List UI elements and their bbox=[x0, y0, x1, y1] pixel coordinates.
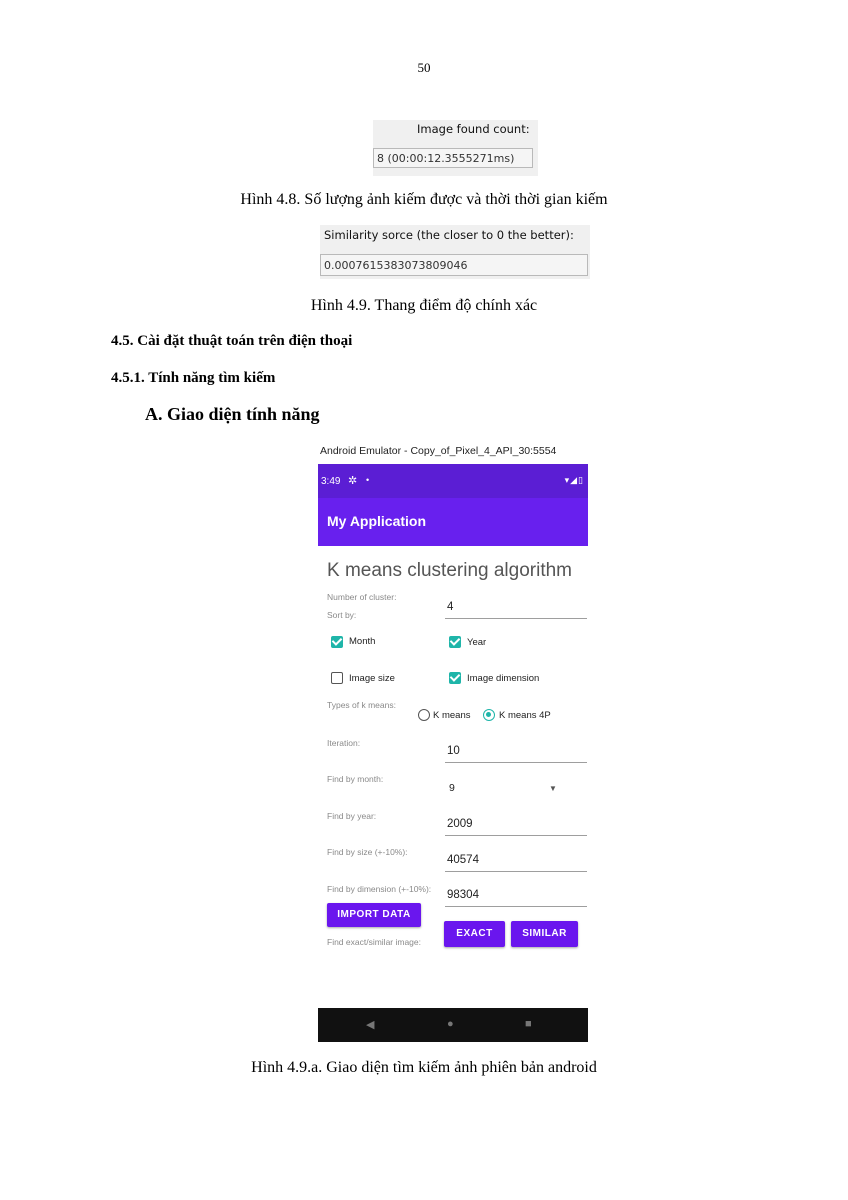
algorithm-heading: K means clustering algorithm bbox=[327, 560, 572, 581]
find-by-dimension-input[interactable]: 98304 bbox=[447, 889, 479, 901]
similarity-score-panel bbox=[320, 225, 590, 279]
find-exact-similar-label: Find exact/similar image: bbox=[327, 937, 422, 947]
image-found-count-label: Image found count: bbox=[417, 122, 530, 136]
import-data-button[interactable]: IMPORT DATA bbox=[327, 903, 421, 927]
find-by-month-label: Find by month: bbox=[327, 774, 384, 784]
find-by-year-label: Find by year: bbox=[327, 811, 377, 821]
sort-by-label: Sort by: bbox=[327, 610, 357, 620]
kmeans-4p-radio[interactable] bbox=[483, 709, 495, 721]
notification-dot-icon: • bbox=[366, 475, 370, 485]
kmeans-radio[interactable] bbox=[418, 709, 430, 721]
emulator-window-title: Android Emulator - Copy_of_Pixel_4_API_30:5554 bbox=[320, 445, 557, 457]
app-title: My Application bbox=[327, 513, 427, 529]
image-size-checkbox[interactable] bbox=[331, 672, 343, 684]
status-bar bbox=[318, 464, 588, 498]
kmeans-4p-radio-label: K means 4P bbox=[499, 710, 551, 721]
month-checkbox-label: Month bbox=[349, 636, 376, 647]
app-bar bbox=[318, 498, 588, 546]
status-time: 3:49 bbox=[321, 476, 341, 487]
iteration-input[interactable]: 10 bbox=[447, 745, 460, 757]
navigation-bar bbox=[318, 1008, 588, 1042]
year-checkbox[interactable] bbox=[449, 636, 461, 648]
home-icon[interactable]: ● bbox=[447, 1018, 454, 1030]
types-of-kmeans-label: Types of k means: bbox=[327, 700, 396, 710]
image-dimension-checkbox-label: Image dimension bbox=[467, 673, 540, 684]
iteration-label: Iteration: bbox=[327, 738, 361, 748]
gear-icon: ✲ bbox=[348, 475, 358, 487]
image-found-count-panel bbox=[373, 120, 538, 176]
find-by-month-select[interactable]: 9 bbox=[449, 782, 455, 794]
exact-button[interactable]: EXACT bbox=[444, 921, 505, 947]
similarity-score-field[interactable]: 0.0007615383073809046 bbox=[320, 254, 588, 276]
similar-button[interactable]: SIMILAR bbox=[511, 921, 578, 947]
android-emulator-window bbox=[318, 442, 590, 1044]
find-by-size-underline bbox=[445, 871, 587, 872]
app-content bbox=[318, 546, 588, 1008]
iteration-underline bbox=[445, 762, 587, 763]
heading-4-5-1: 4.5.1. Tính năng tìm kiếm bbox=[111, 370, 276, 386]
image-size-checkbox-label: Image size bbox=[349, 673, 395, 684]
find-by-size-label: Find by size (+-10%): bbox=[327, 847, 408, 857]
number-of-cluster-label: Number of cluster: bbox=[327, 592, 397, 602]
find-by-dimension-underline bbox=[445, 906, 587, 907]
figure-4-9-a-caption: Hình 4.9.a. Giao diện tìm kiếm ảnh phiên bản android bbox=[251, 1059, 597, 1076]
back-icon[interactable]: ◀ bbox=[366, 1019, 375, 1031]
figure-4-8-caption: Hình 4.8. Số lượng ảnh kiếm được và thời thời gian kiếm bbox=[240, 191, 608, 208]
number-of-cluster-input[interactable]: 4 bbox=[447, 601, 454, 613]
signal-battery-icon: ▾◢▯ bbox=[564, 475, 584, 485]
month-checkbox[interactable] bbox=[331, 636, 343, 648]
find-by-year-input[interactable]: 2009 bbox=[447, 818, 473, 830]
chevron-down-icon[interactable]: ▼ bbox=[549, 784, 557, 793]
image-dimension-checkbox[interactable] bbox=[449, 672, 461, 684]
heading-a: A. Giao diện tính năng bbox=[145, 404, 320, 424]
kmeans-radio-label: K means bbox=[433, 710, 471, 721]
find-by-size-input[interactable]: 40574 bbox=[447, 854, 479, 866]
figure-4-9-caption: Hình 4.9. Thang điểm độ chính xác bbox=[310, 297, 538, 314]
similarity-score-label: Similarity sorce (the closer to 0 the better): bbox=[324, 228, 574, 242]
image-found-count-field[interactable]: 8 (00:00:12.3555271ms) bbox=[373, 148, 533, 168]
find-by-year-underline bbox=[445, 835, 587, 836]
recents-icon[interactable]: ■ bbox=[525, 1018, 532, 1030]
number-of-cluster-underline bbox=[445, 618, 587, 619]
page-number: 50 bbox=[417, 60, 431, 75]
year-checkbox-label: Year bbox=[467, 637, 487, 648]
heading-4-5: 4.5. Cài đặt thuật toán trên điện thoại bbox=[111, 333, 353, 349]
phone-screen bbox=[318, 464, 588, 1042]
find-by-dimension-label: Find by dimension (+-10%): bbox=[327, 884, 432, 894]
